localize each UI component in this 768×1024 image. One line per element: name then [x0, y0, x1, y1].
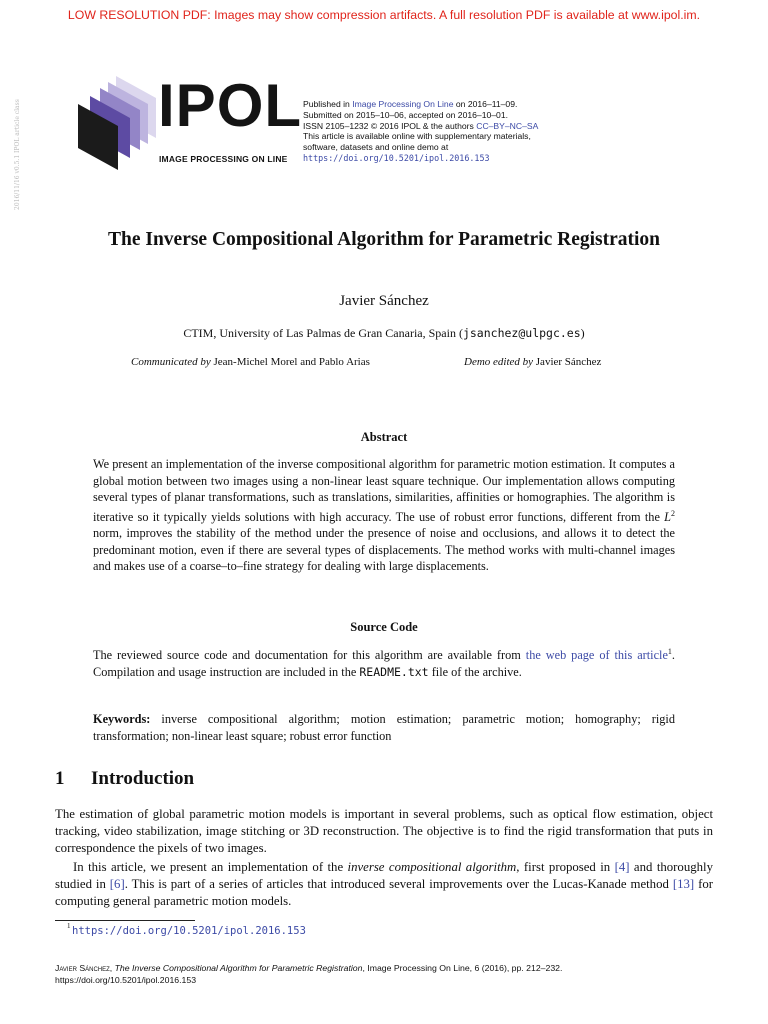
side-stamp-text: 2016/11/16 v0.5.1 IPOL article class [14, 99, 21, 210]
low-resolution-banner: LOW RESOLUTION PDF: Images may show compression artifacts. A full resolution PDF is available at www.ipol.im. [67, 8, 701, 22]
article-web-page-link[interactable]: the web page of this article [525, 648, 668, 663]
footer-title: The Inverse Compositional Algorithm for Parametric Registration [114, 963, 363, 973]
section-number: 1 [55, 768, 65, 789]
citation-13[interactable]: [13] [672, 877, 695, 892]
author-name: Javier Sánchez [339, 293, 429, 309]
readme-filename: README.txt [359, 664, 429, 679]
footnote-mark: 1 [67, 922, 71, 930]
publication-info [303, 99, 723, 164]
availability-line-2: software, datasets and online demo at [303, 142, 449, 153]
issn-line: ISSN 2105–1232 © 2016 IPOL & the authors CC–BY–NC–SA [303, 120, 539, 131]
keywords: Keywords: inverse compositional algorithm; motion estimation; parametric motion; homography; rigid transformation; non-linear least square; robust error function [93, 712, 675, 743]
logo-wordmark: IPOL [158, 72, 303, 139]
availability-line: This article is available online with supplementary materials, [303, 131, 531, 142]
demo-edited-by: Demo edited by Javier Sánchez [464, 356, 602, 368]
section-title: Introduction [91, 768, 195, 789]
source-code-text: The reviewed source code and documentation for this algorithm are available from the web page of this article$^1$. Compilation and usage instruction are included in the README.txt file of the archive. [93, 647, 675, 679]
side-stamp [14, 40, 26, 220]
published-line: Published in Image Processing On Line on 2016–11–09. [303, 99, 518, 109]
paper-title: The Inverse Compositional Algorithm for Parametric Registration [107, 229, 661, 250]
intro-paragraph-1: The estimation of global parametric motion models is important in several problems, such as optical flow estimation, object tracking, video stabilization, image stitching or 3D reconstruction. The objective is to find the rigid transformation that puts in correspondence the pixels of two images. [55, 807, 713, 856]
footer-author: Javier Sánchez [55, 963, 110, 973]
citation-4[interactable]: [4] [614, 860, 630, 874]
ipol-link[interactable]: Image Processing On Line [352, 99, 454, 109]
license-link[interactable]: CC–BY–NC–SA [476, 120, 539, 131]
page-footer: Javier Sánchez, The Inverse Compositional Algorithm for Parametric Registration, Image Processing On Line, 6 (2016), pp. 212–232. https://doi.org/10.5201/ipol.2016.153 [55, 963, 715, 986]
ipol-logo[interactable] [78, 72, 303, 174]
affiliation: CTIM, University of Las Palmas de Gran Canaria, Spain (jsanchez@ulpgc.es) [183, 326, 585, 340]
communicated-by: Communicated by Jean-Michel Morel and Pablo Arias [131, 356, 370, 368]
keywords-label: Keywords: [93, 712, 151, 726]
abstract-text: We present an implementation of the inverse compositional algorithm for parametric motion estimation. It computes a global motion between two images using a non-linear least square technique. Our implementation allows computing several types of planar transformations, such as translations, similarities, affinities or homographies. The algorithm is iterative so it typically yields solutions with high accuracy. The use of robust error functions, different from the $L^2$ norm, improves the stability of the method under the presence of noise and occlusions, and allows it to detect the predominant motion, even if there are several types of displacements. The method works with multi-channel images and makes use of a coarse–to–fine strategy for dealing with large displacements. [93, 457, 675, 574]
submitted-line: Submitted on 2015–10–06, accepted on 2016–10–01. [303, 109, 508, 120]
abstract-heading: Abstract [360, 430, 408, 444]
section-introduction-heading [55, 768, 194, 790]
ipol-logo-mark [78, 74, 158, 174]
footnote-doi-link[interactable]: https://doi.org/10.5201/ipol.2016.153 [72, 925, 306, 937]
logo-tagline: IMAGE PROCESSING ON LINE [159, 154, 288, 164]
author-email[interactable]: jsanchez@ulpgc.es [462, 326, 581, 340]
intro-paragraph-2: In this article, we present an implementation of the inverse compositional algorithm, first proposed in [4] and thoroughly studied in [6]. This is part of a series of articles that introduced several improvements over the Lucas-Kanade method [13] for computing general parametric motion models. [55, 860, 713, 909]
footer-doi[interactable]: https://doi.org/10.5201/ipol.2016.153 [55, 974, 197, 985]
citation-6[interactable]: [6] [109, 877, 125, 892]
doi-link[interactable]: https://doi.org/10.5201/ipol.2016.153 [303, 152, 490, 163]
source-code-heading: Source Code [350, 620, 418, 634]
footnote-rule [55, 920, 195, 921]
